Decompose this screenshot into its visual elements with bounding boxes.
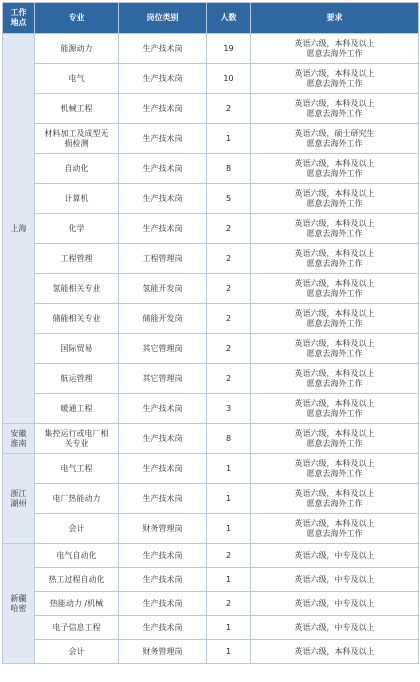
category-cell: 生产技术岗 [119, 616, 207, 640]
requirement-cell: 英语六级，本科及以上 愿意去海外工作 [294, 398, 375, 418]
category-cell: 生产技术岗 [119, 34, 207, 64]
category-cell: 财务管理岗 [119, 514, 207, 544]
count-cell: 2 [207, 592, 251, 616]
requirement-cell: 英语六级，本科及以上 愿意去海外工作 [294, 68, 375, 88]
count-cell: 3 [207, 394, 251, 424]
count-cell: 19 [207, 34, 251, 64]
count-cell: 1 [207, 568, 251, 592]
requirement-cell: 英语六级，本科及以上 愿意去海外工作 [294, 368, 375, 388]
requirement-cell: 英语六级，本科及以上 [294, 646, 375, 656]
category-cell: 生产技术岗 [119, 154, 207, 184]
requirement-cell: 英语六级，本科及以上 愿意去海外工作 [294, 158, 375, 178]
requirement-cell: 英语六级，中专及以上 [294, 550, 375, 560]
major-cell: 暖通工程 [60, 403, 93, 413]
table-row [3, 184, 419, 214]
count-cell: 2 [207, 94, 251, 124]
major-cell: 化学 [68, 223, 85, 233]
table-row [3, 34, 419, 64]
table-row [3, 424, 419, 454]
major-cell: 会计 [68, 523, 85, 533]
requirement-cell: 英语六级，本科及以上 愿意去海外工作 [294, 188, 375, 208]
major-cell: 电厂热能动力 [52, 493, 101, 503]
requirement-cell: 英语六级，中专及以上 [294, 598, 375, 608]
count-cell: 1 [207, 124, 251, 154]
table-row [3, 304, 419, 334]
major-cell: 热能动力 /机械 [49, 598, 104, 608]
count-cell: 2 [207, 274, 251, 304]
table-row [3, 484, 419, 514]
count-cell: 1 [207, 640, 251, 664]
count-cell: 2 [207, 214, 251, 244]
header-row [3, 3, 419, 34]
major-cell: 会计 [68, 646, 85, 656]
table-row [3, 334, 419, 364]
category-cell: 生产技术岗 [119, 484, 207, 514]
category-cell: 生产技术岗 [119, 394, 207, 424]
requirement-cell: 英语六级，本科及以上 愿意去海外工作 [294, 338, 375, 358]
count-cell: 8 [207, 424, 251, 454]
major-cell: 电子信息工程 [52, 622, 101, 632]
table-row [3, 514, 419, 544]
requirement-cell: 英语六级，本科及以上 愿意去海外工作 [294, 428, 375, 448]
count-cell: 1 [207, 484, 251, 514]
table-row [3, 394, 419, 424]
category-cell: 财务管理岗 [119, 640, 207, 664]
requirement-cell: 英语六级，本科及以上 愿意去海外工作 [294, 278, 375, 298]
major-cell: 国际贸易 [60, 343, 93, 353]
category-cell: 生产技术岗 [119, 214, 207, 244]
count-cell: 1 [207, 514, 251, 544]
header-major: 专业 [35, 3, 119, 34]
category-cell: 生产技术岗 [119, 592, 207, 616]
table-row [3, 154, 419, 184]
category-cell: 其它管理岗 [119, 364, 207, 394]
table-row [3, 244, 419, 274]
count-cell: 10 [207, 64, 251, 94]
count-cell: 2 [207, 544, 251, 568]
major-cell: 机械工程 [60, 103, 93, 113]
table-row [3, 640, 419, 664]
requirement-cell: 英语六级，本科及以上 愿意去海外工作 [294, 218, 375, 238]
major-cell: 自动化 [64, 163, 89, 173]
count-cell: 2 [207, 244, 251, 274]
category-cell: 储能开发岗 [119, 304, 207, 334]
major-cell: 能源动力 [60, 43, 93, 53]
count-cell: 8 [207, 154, 251, 184]
category-cell: 氢能开发岗 [119, 274, 207, 304]
category-cell: 生产技术岗 [119, 94, 207, 124]
count-cell: 1 [207, 454, 251, 484]
table-row [3, 274, 419, 304]
header-count: 人数 [207, 3, 251, 34]
category-cell: 生产技术岗 [119, 64, 207, 94]
table-row [3, 592, 419, 616]
recruitment-table [2, 2, 419, 664]
requirement-cell: 英语六级，硕士研究生 愿意去海外工作 [294, 128, 375, 148]
requirement-cell: 英语六级，本科及以上 愿意去海外工作 [294, 308, 375, 328]
category-cell: 生产技术岗 [119, 124, 207, 154]
major-cell: 电气自动化 [56, 550, 97, 560]
table-row [3, 94, 419, 124]
location-cell: 新疆 哈密 [3, 544, 35, 664]
major-cell: 电气工程 [60, 463, 93, 473]
table-body [3, 34, 419, 664]
count-cell: 2 [207, 334, 251, 364]
count-cell: 2 [207, 364, 251, 394]
requirement-cell: 英语六级，本科及以上 愿意去海外工作 [294, 248, 375, 268]
table-row [3, 454, 419, 484]
requirement-cell: 英语六级，中专及以上 [294, 574, 375, 584]
location-cell: 上海 [3, 34, 35, 424]
table-row [3, 64, 419, 94]
major-cell: 集控运行或电厂相 关专业 [44, 428, 109, 448]
header-location: 工作 地点 [3, 3, 35, 34]
table-row [3, 568, 419, 592]
count-cell: 5 [207, 184, 251, 214]
requirement-cell: 英语六级，本科及以上 愿意去海外工作 [294, 518, 375, 538]
table-row [3, 124, 419, 154]
category-cell: 其它管理岗 [119, 334, 207, 364]
requirement-cell: 英语六级，本科及以上 愿意去海外工作 [294, 38, 375, 58]
major-cell: 工程管理 [60, 253, 93, 263]
requirement-cell: 英语六级，本科及以上 愿意去海外工作 [294, 458, 375, 478]
category-cell: 生产技术岗 [119, 544, 207, 568]
requirement-cell: 英语六级，本科及以上 愿意去海外工作 [294, 98, 375, 118]
major-cell: 氢能相关专业 [52, 283, 101, 293]
header-requirement: 要求 [251, 3, 419, 34]
category-cell: 生产技术岗 [119, 454, 207, 484]
category-cell: 生产技术岗 [119, 184, 207, 214]
major-cell: 材料加工及成型无 损检测 [44, 128, 109, 148]
table-row [3, 214, 419, 244]
location-cell: 安徽 淮南 [3, 424, 35, 454]
count-cell: 1 [207, 616, 251, 640]
major-cell: 电气 [68, 73, 85, 83]
major-cell: 储能相关专业 [52, 313, 101, 323]
major-cell: 计算机 [64, 193, 89, 203]
requirement-cell: 英语六级，本科及以上 愿意去海外工作 [294, 488, 375, 508]
requirement-cell: 英语六级，中专及以上 [294, 622, 375, 632]
table-row [3, 364, 419, 394]
count-cell: 2 [207, 304, 251, 334]
category-cell: 工程管理岗 [119, 244, 207, 274]
major-cell: 热工过程自动化 [48, 574, 105, 584]
table-row [3, 544, 419, 568]
major-cell: 航运管理 [60, 373, 93, 383]
category-cell: 生产技术岗 [119, 424, 207, 454]
header-category: 岗位类别 [119, 3, 207, 34]
table-row [3, 616, 419, 640]
location-cell: 浙江 湖州 [3, 454, 35, 544]
category-cell: 生产技术岗 [119, 568, 207, 592]
